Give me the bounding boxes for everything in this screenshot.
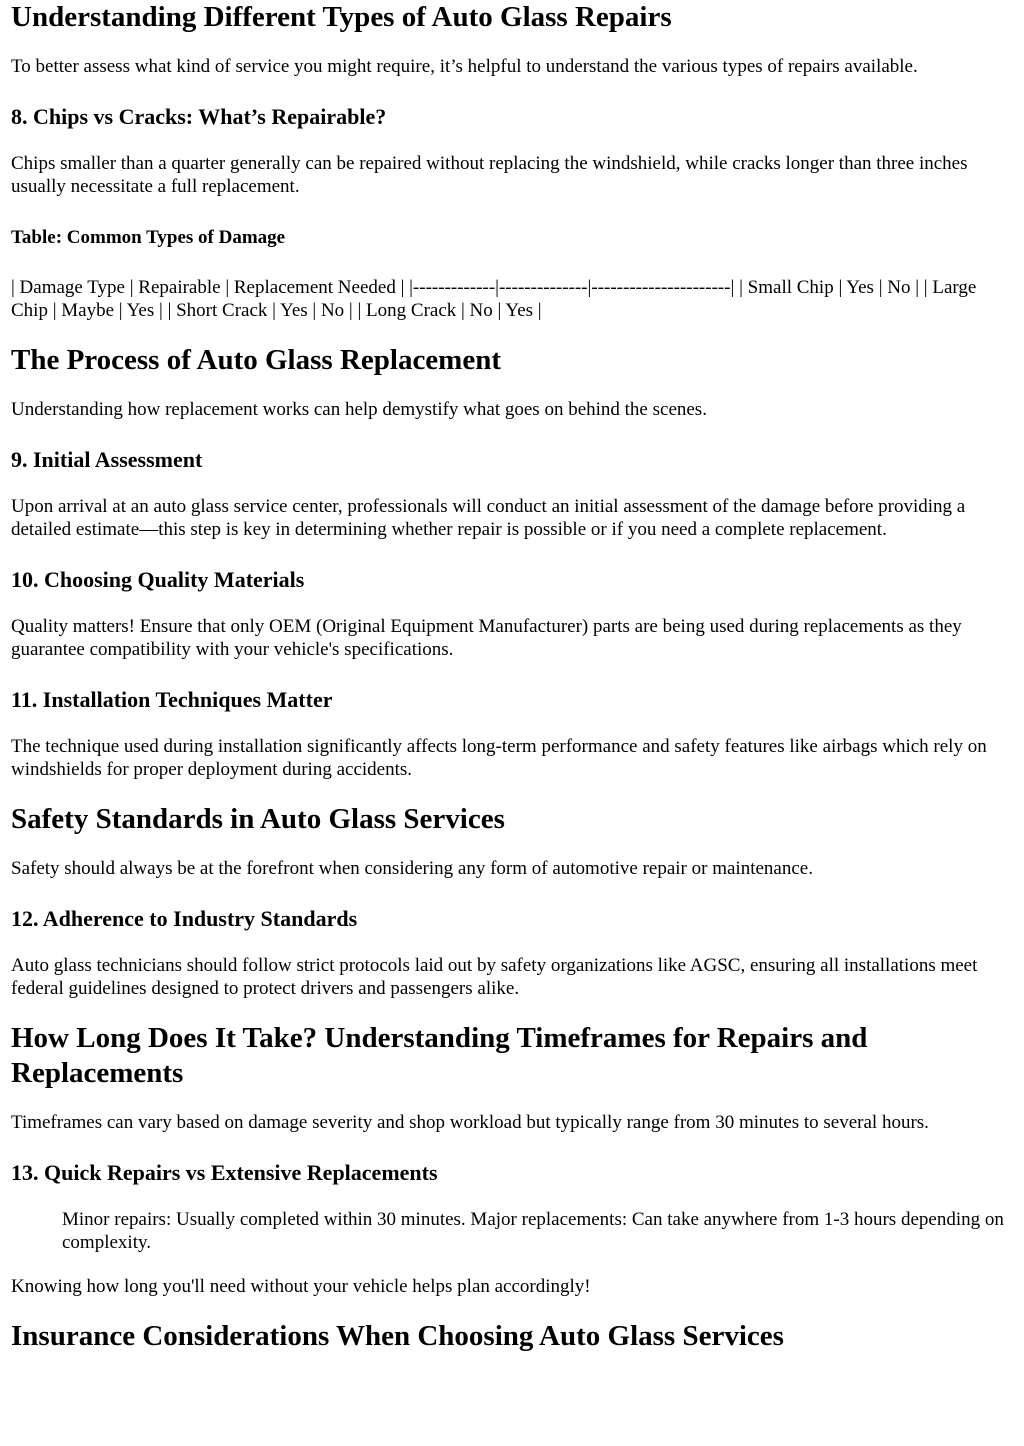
section-heading-repair-types: Understanding Different Types of Auto Glass Repairs xyxy=(11,1,672,33)
section-heading-timeframes: How Long Does It Take? Understanding Timeframes for Repairs and Replacements xyxy=(11,1022,868,1089)
paragraph-quality-materials: Quality matters! Ensure that only OEM (Original Equipment Manufacturer) parts are being used during replacements as they guarantee compatibility with your vehicle's specifications. xyxy=(11,616,962,660)
table-heading-damage-types: Table: Common Types of Damage xyxy=(11,227,286,248)
paragraph-safety-standards-intro: Safety should always be at the forefront when considering any form of automotive repair or maintenance. xyxy=(11,858,813,879)
paragraph-initial-assessment: Upon arrival at an auto glass service center, professionals will conduct an initial assessment of the damage before providing a detailed estimate—this step is key in determining whether repair is possible or if you need a complete replacement. xyxy=(11,496,966,540)
subheading-quick-vs-extensive: 13. Quick Repairs vs Extensive Replacements xyxy=(11,1160,438,1185)
section-heading-replacement-process: The Process of Auto Glass Replacement xyxy=(11,344,501,376)
paragraph-chips-vs-cracks: Chips smaller than a quarter generally can be repaired without replacing the windshield, while cracks longer than three inches usually necessitate a full replacement. xyxy=(11,153,968,197)
subheading-initial-assessment: 9. Initial Assessment xyxy=(11,447,203,472)
paragraph-timeframes-closing: Knowing how long you'll need without your vehicle helps plan accordingly! xyxy=(11,1276,591,1297)
section-heading-insurance: Insurance Considerations When Choosing Auto Glass Services xyxy=(11,1320,784,1352)
subheading-quality-materials: 10. Choosing Quality Materials xyxy=(11,567,305,592)
paragraph-replacement-process-intro: Understanding how replacement works can help demystify what goes on behind the scenes. xyxy=(11,399,707,420)
paragraph-industry-standards: Auto glass technicians should follow strict protocols laid out by safety organizations like AGSC, ensuring all installations meet federal guidelines designed to protect drivers and passengers alike. xyxy=(11,955,978,999)
paragraph-timeframes-intro: Timeframes can vary based on damage severity and shop workload but typically range from 30 minutes to several hours. xyxy=(11,1112,929,1133)
section-heading-safety-standards: Safety Standards in Auto Glass Services xyxy=(11,803,505,835)
paragraph-repair-types-intro: To better assess what kind of service you might require, it’s helpful to understand the various types of repairs available. xyxy=(11,56,918,77)
subheading-installation-techniques: 11. Installation Techniques Matter xyxy=(11,687,333,712)
timeframes-list: Minor repairs: Usually completed within 30 minutes. Major replacements: Can take anywhere from 1-3 hours depending on complexity. xyxy=(62,1209,1004,1253)
damage-table-text: | Damage Type | Repairable | Replacement Needed | |-------------|--------------|----------------------| | Small Chip | Yes | No | | Large Chip | Maybe | Yes | | Short Crack | Yes | No | | Long Crack | No | Yes | xyxy=(11,277,977,321)
paragraph-installation-techniques: The technique used during installation significantly affects long-term performance and safety features like airbags which rely on windshields for proper deployment during accidents. xyxy=(11,736,987,780)
subheading-chips-vs-cracks: 8. Chips vs Cracks: What’s Repairable? xyxy=(11,104,387,129)
subheading-industry-standards: 12. Adherence to Industry Standards xyxy=(11,906,358,931)
